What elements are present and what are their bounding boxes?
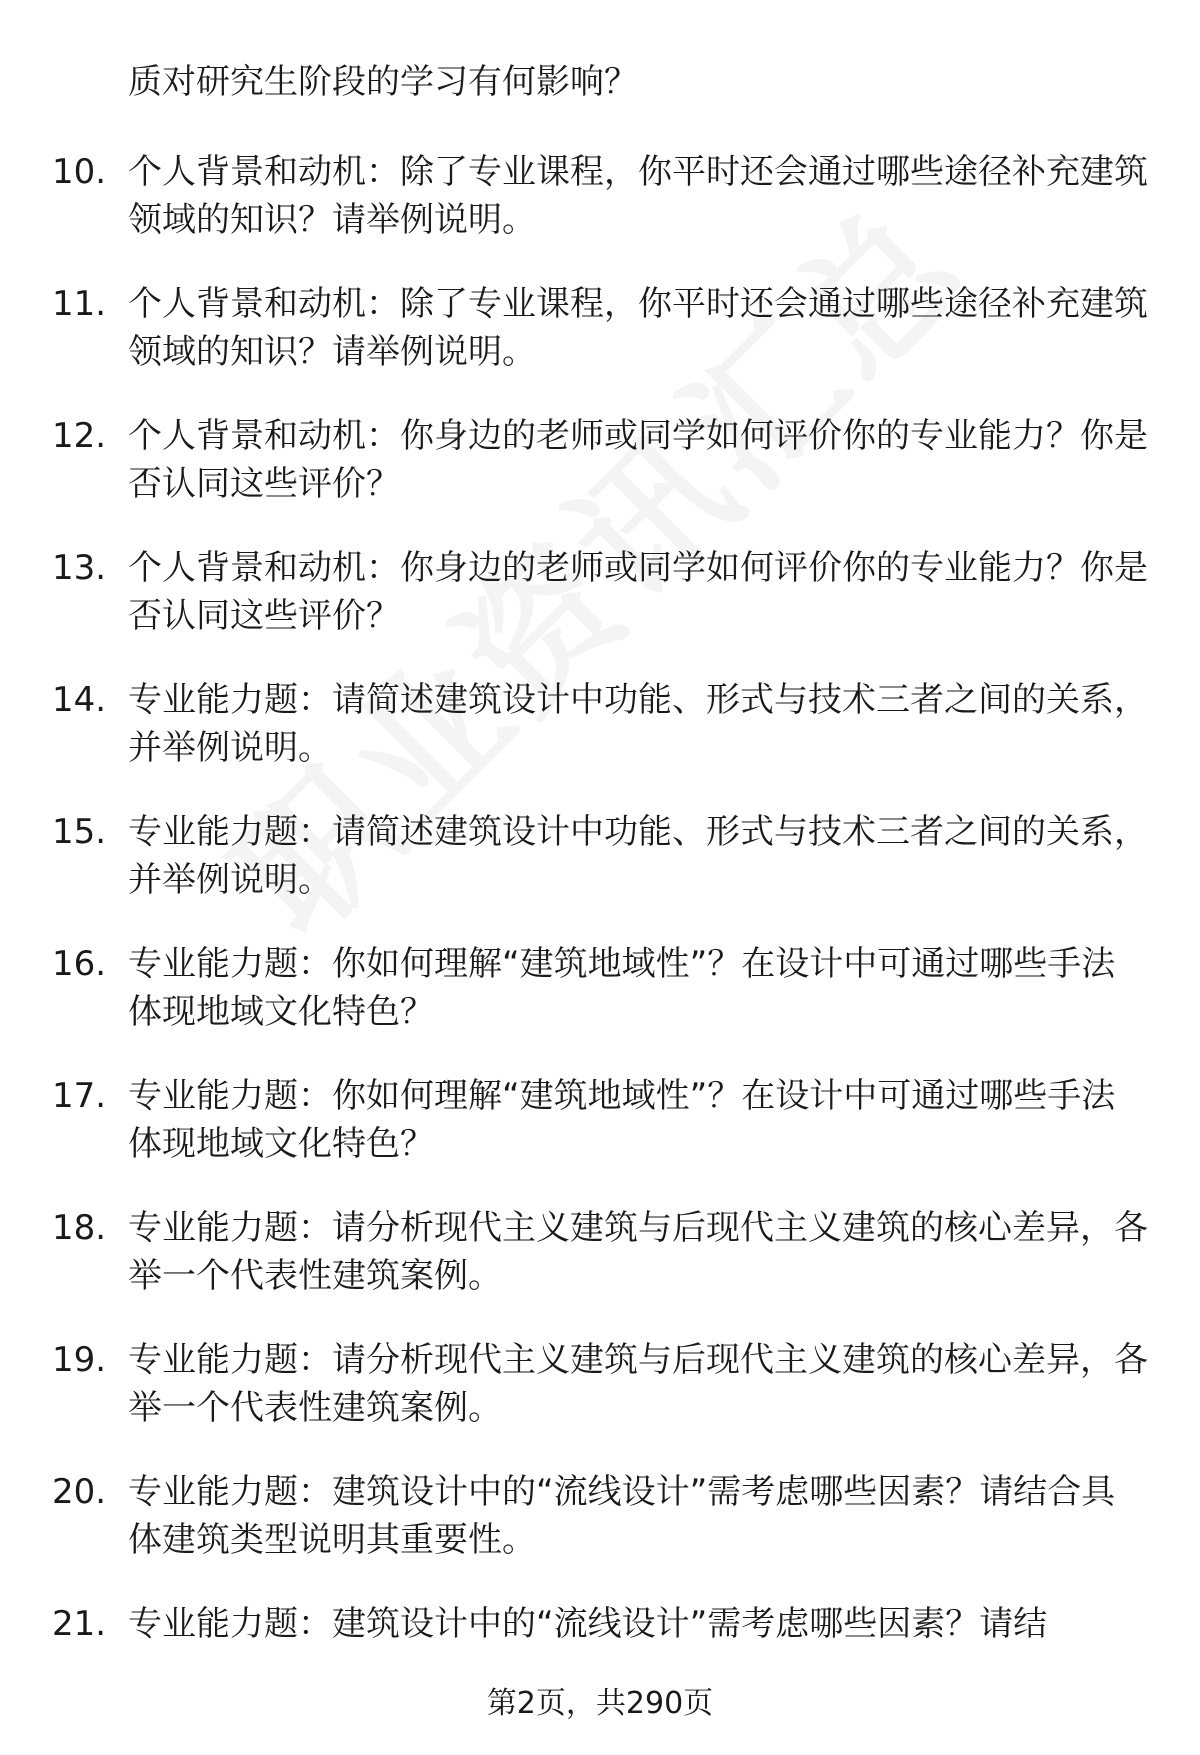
question-number: 16. — [52, 944, 107, 984]
question-number: 17. — [52, 1076, 107, 1116]
question-item — [0, 1204, 1200, 1336]
question-text: 专业能力题：你如何理解“建筑地域性”？在设计中可通过哪些手法体现地域文化特色？ — [128, 944, 1116, 1032]
question-number: 20. — [52, 1472, 107, 1512]
question-number: 19. — [52, 1340, 107, 1380]
question-item — [0, 676, 1200, 808]
question-item — [0, 1468, 1200, 1600]
question-item — [0, 808, 1200, 940]
continued-question-fragment: 质对研究生阶段的学习有何影响？ — [128, 62, 638, 102]
question-text: 个人背景和动机：除了专业课程，你平时还会通过哪些途径补充建筑领域的知识？请举例说明。 — [128, 152, 1148, 240]
question-number: 15. — [52, 812, 107, 852]
question-item — [0, 544, 1200, 676]
question-item — [0, 1072, 1200, 1204]
question-text: 专业能力题：请简述建筑设计中功能、形式与技术三者之间的关系，并举例说明。 — [128, 812, 1148, 900]
question-number: 14. — [52, 680, 107, 720]
question-number: 21. — [52, 1604, 107, 1644]
question-text: 专业能力题：请分析现代主义建筑与后现代主义建筑的核心差异，各举一个代表性建筑案例。 — [128, 1208, 1148, 1296]
question-text: 专业能力题：建筑设计中的“流线设计”需考虑哪些因素？请结 — [128, 1604, 1048, 1644]
question-item — [0, 280, 1200, 412]
question-text: 专业能力题：请分析现代主义建筑与后现代主义建筑的核心差异，各举一个代表性建筑案例。 — [128, 1340, 1148, 1428]
question-text: 个人背景和动机：你身边的老师或同学如何评价你的专业能力？你是否认同这些评价？ — [128, 548, 1148, 636]
question-item — [0, 1336, 1200, 1468]
question-text: 专业能力题：请简述建筑设计中功能、形式与技术三者之间的关系，并举例说明。 — [128, 680, 1148, 768]
question-item — [0, 148, 1200, 280]
question-number: 18. — [52, 1208, 107, 1248]
question-text: 个人背景和动机：你身边的老师或同学如何评价你的专业能力？你是否认同这些评价？ — [128, 416, 1148, 504]
question-text: 个人背景和动机：除了专业课程，你平时还会通过哪些途径补充建筑领域的知识？请举例说明。 — [128, 284, 1148, 372]
question-item — [0, 940, 1200, 1072]
question-number: 10. — [52, 152, 107, 192]
question-number: 11. — [52, 284, 107, 324]
question-text: 专业能力题：建筑设计中的“流线设计”需考虑哪些因素？请结合具体建筑类型说明其重要性。 — [128, 1472, 1116, 1560]
page-footer: 第2页，共290页 — [486, 1686, 714, 1721]
question-text: 专业能力题：你如何理解“建筑地域性”？在设计中可通过哪些手法体现地域文化特色？ — [128, 1076, 1116, 1164]
question-list — [0, 148, 1200, 1732]
question-number: 13. — [52, 548, 107, 588]
question-item — [0, 412, 1200, 544]
question-number: 12. — [52, 416, 107, 456]
